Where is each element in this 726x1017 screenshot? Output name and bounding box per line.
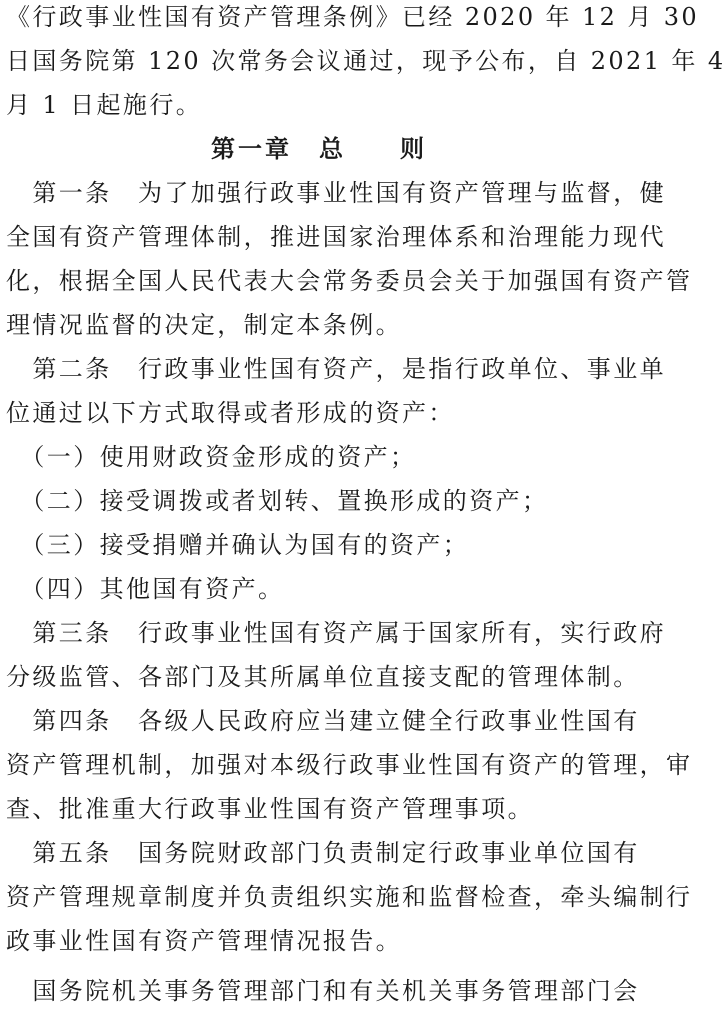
- chapter-title: 第一章 总 则: [211, 135, 427, 163]
- article-3-line-2: 分级监管、各部门及其所属单位直接支配的管理体制。: [6, 663, 640, 691]
- article-2-item-4: （四）其他国有资产。: [6, 575, 285, 603]
- article-2-item-2: （二）接受调拨或者划转、置换形成的资产；: [6, 487, 549, 515]
- article-2-item-1: （一）使用财政资金形成的资产；: [6, 443, 417, 471]
- article-1-line-4: 理情况监督的决定，制定本条例。: [6, 311, 402, 339]
- article-2-line-2: 位通过以下方式取得或者形成的资产：: [6, 399, 455, 427]
- continuation-line-1: 国务院机关事务管理部门和有关机关事务管理部门会: [6, 977, 640, 1005]
- article-5-line-1: 第五条 国务院财政部门负责制定行政事业单位国有: [6, 839, 640, 867]
- article-1-line-2: 全国有资产管理体制，推进国家治理体系和治理能力现代: [6, 223, 666, 251]
- article-1-line-3: 化，根据全国人民代表大会常务委员会关于加强国有资产管: [6, 267, 693, 295]
- intro-line-2: 日国务院第 120 次常务会议通过，现予公布，自 2021 年 4: [6, 47, 726, 75]
- article-2-item-3: （三）接受捐赠并确认为国有的资产；: [6, 531, 470, 559]
- intro-line-1: 《行政事业性国有资产管理条例》已经 2020 年 12 月 30: [6, 3, 700, 31]
- article-3-line-1: 第三条 行政事业性国有资产属于国家所有，实行政府: [6, 619, 666, 647]
- article-1-line-1: 第一条 为了加强行政事业性国有资产管理与监督，健: [6, 179, 666, 207]
- article-2-line-1: 第二条 行政事业性国有资产，是指行政单位、事业单: [6, 355, 666, 383]
- article-4-line-2: 资产管理机制，加强对本级行政事业性国有资产的管理，审: [6, 751, 693, 779]
- article-4-line-3: 查、批准重大行政事业性国有资产管理事项。: [6, 795, 534, 823]
- article-5-line-3: 政事业性国有资产管理情况报告。: [6, 927, 402, 955]
- intro-line-3: 月 1 日起施行。: [6, 91, 203, 119]
- article-5-line-2: 资产管理规章制度并负责组织实施和监督检查，牵头编制行: [6, 883, 693, 911]
- article-4-line-1: 第四条 各级人民政府应当建立健全行政事业性国有: [6, 707, 640, 735]
